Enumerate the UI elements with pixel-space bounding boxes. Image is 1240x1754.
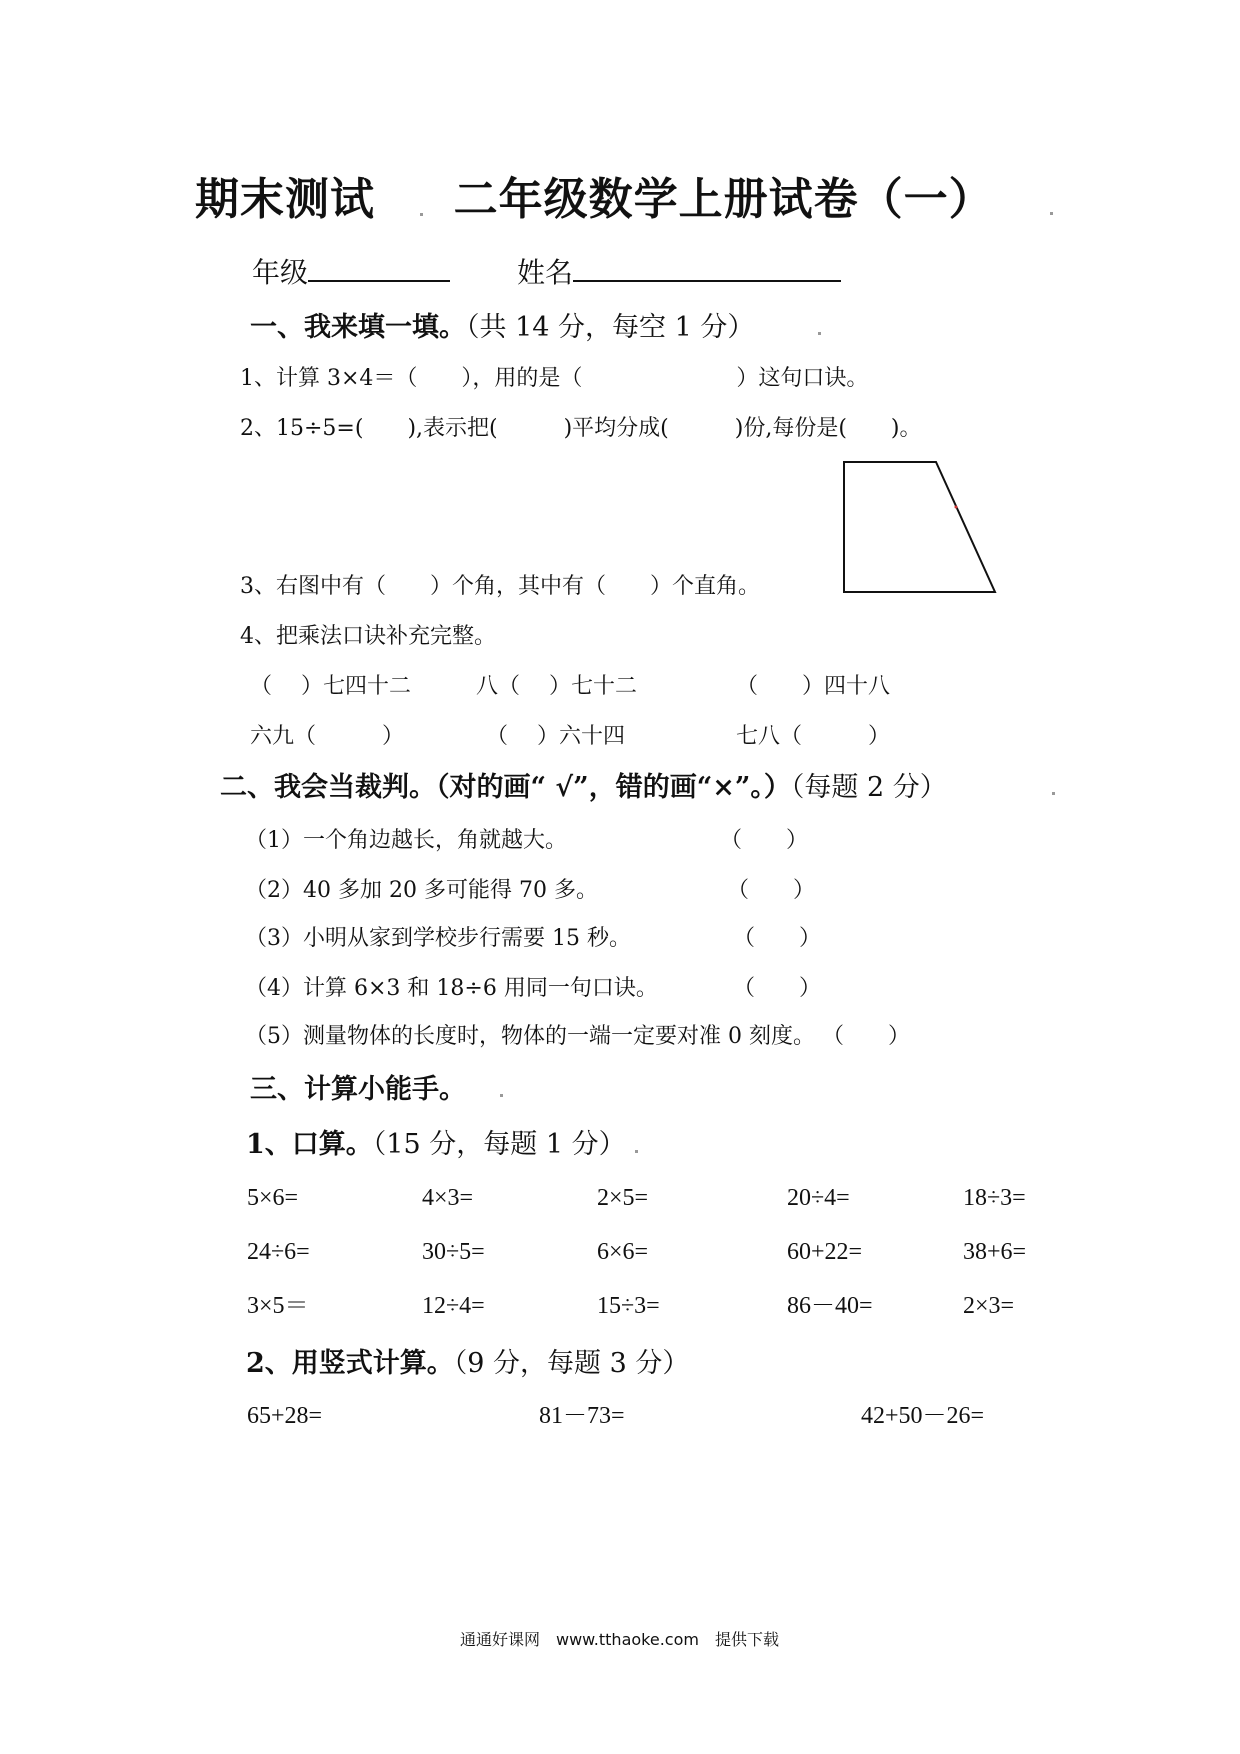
oral-problem: 38+6=: [963, 1239, 1027, 1265]
oral-problem: 2×5=: [597, 1185, 649, 1211]
mult-item: （ ）四十八: [736, 674, 891, 699]
s1-question-1: 1、计算 3×4＝（ ），用的是（ ）这句口诀。: [240, 366, 869, 391]
section2-heading: 二、我会当裁判。（对的画“ √”，错的画“×”。）（每题 2 分）: [220, 772, 947, 803]
page-title: [195, 174, 994, 225]
judge-item: （1）一个角边越长，角就越大。: [245, 828, 567, 853]
mult-item: 八（ ）七十二: [476, 674, 637, 699]
mult-item: （ ）七四十二: [250, 674, 411, 699]
name-blank[interactable]: [573, 254, 841, 282]
footer-credit: 通通好课网 www.tthaoke.com 提供下载: [460, 1630, 779, 1649]
oral-problem: 30÷5=: [422, 1239, 485, 1265]
judge-blank[interactable]: （ ）: [821, 1024, 910, 1049]
oral-problem: 18÷3=: [963, 1185, 1026, 1211]
s1-question-2: 2、15÷5=( ),表示把( )平均分成( )份,每份是( )。: [240, 416, 922, 441]
mult-item: （ ）六十四: [486, 724, 625, 749]
title-part2: 二年级数学上册试卷（一）: [453, 174, 994, 225]
s1-question-4: 4、把乘法口诀补充完整。: [240, 624, 496, 649]
oral-problem: 86－40=: [787, 1293, 873, 1319]
mult-item: 七八（ ）: [736, 724, 891, 749]
oral-calc-heading: 1、口算。（15 分，每题 1 分）: [246, 1129, 626, 1160]
oral-problem: 24÷6=: [247, 1239, 310, 1265]
oral-problem: 2×3=: [963, 1293, 1015, 1319]
trapezoid-figure: [842, 460, 1002, 600]
title-part1: 期末测试: [195, 174, 375, 225]
vertical-problem: 81－73=: [539, 1403, 625, 1429]
vertical-calc-heading: 2、用竖式计算。（9 分，每题 3 分）: [246, 1348, 690, 1379]
judge-blank[interactable]: （ ）: [727, 878, 816, 903]
vertical-problem: 65+28=: [247, 1403, 323, 1429]
name-field[interactable]: [517, 254, 841, 287]
section1-heading: 一、我来填一填。（共 14 分，每空 1 分）: [250, 312, 755, 343]
name-label: 姓名: [517, 256, 574, 289]
grade-label: 年级: [252, 256, 309, 289]
judge-blank[interactable]: （ ）: [733, 976, 822, 1001]
oral-problem: 20÷4=: [787, 1185, 850, 1211]
vertical-problem: 42+50－26=: [861, 1403, 985, 1429]
judge-item: （2）40 多加 20 多可能得 70 多。: [245, 878, 598, 903]
oral-problem: 5×6=: [247, 1185, 299, 1211]
judge-blank[interactable]: （ ）: [733, 926, 822, 951]
mult-item: 六九（ ）: [250, 724, 405, 749]
judge-item: （4）计算 6×3 和 18÷6 用同一句口诀。: [245, 976, 658, 1001]
s1-question-3: 3、右图中有（ ）个角，其中有（ ）个直角。: [240, 574, 760, 599]
oral-problem: 60+22=: [787, 1239, 863, 1265]
judge-item: （5）测量物体的长度时，物体的一端一定要对准 0 刻度。 （ ）: [245, 1024, 910, 1049]
judge-blank[interactable]: （ ）: [720, 828, 809, 853]
section3-heading: 三、计算小能手。: [250, 1074, 466, 1105]
grade-field[interactable]: [252, 254, 450, 287]
grade-blank[interactable]: [308, 254, 450, 282]
oral-problem: 4×3=: [422, 1185, 474, 1211]
oral-problem: 15÷3=: [597, 1293, 660, 1319]
oral-problem: 3×5＝: [247, 1293, 309, 1319]
oral-problem: 6×6=: [597, 1239, 649, 1265]
judge-item: （3）小明从家到学校步行需要 15 秒。: [245, 926, 631, 951]
oral-problem: 12÷4=: [422, 1293, 485, 1319]
